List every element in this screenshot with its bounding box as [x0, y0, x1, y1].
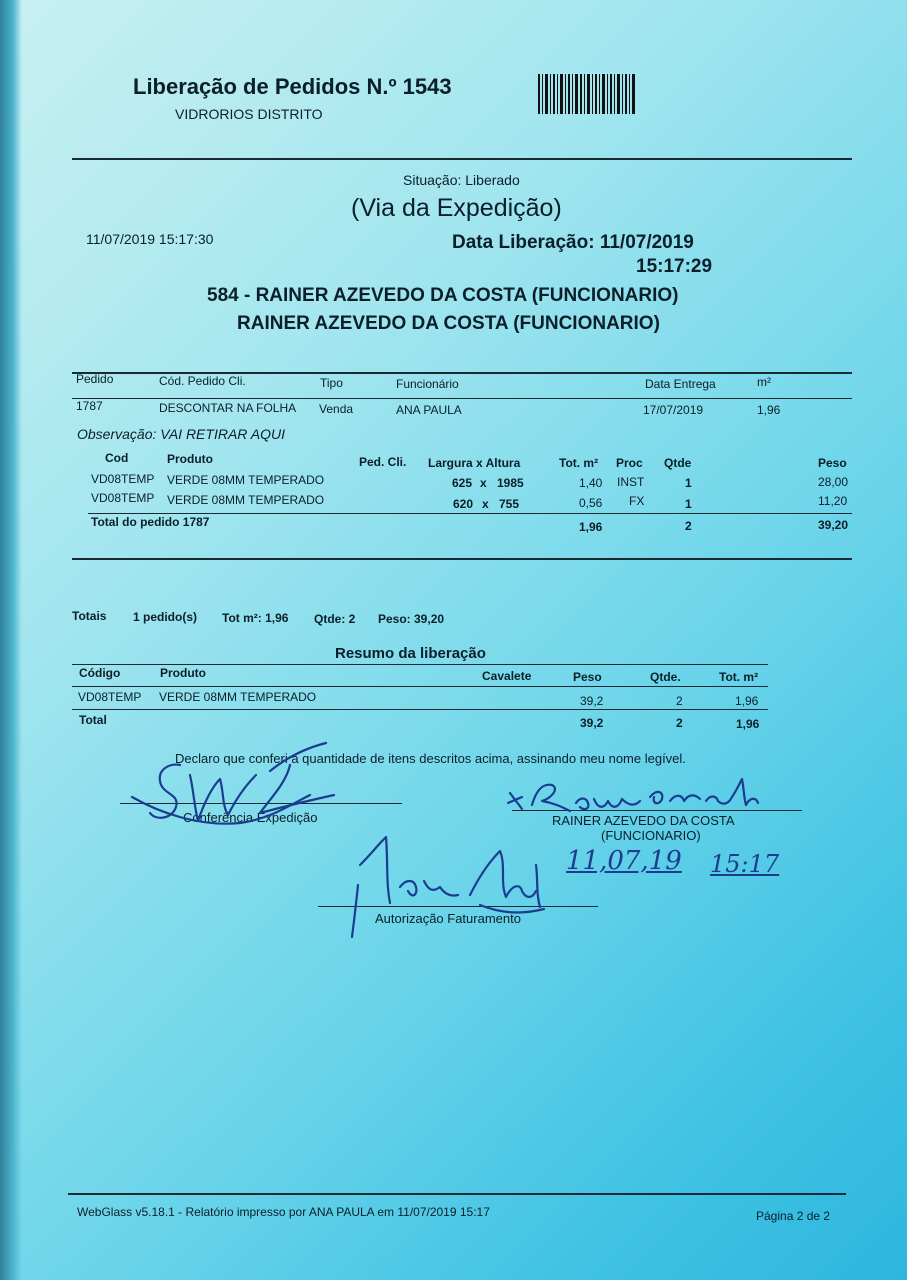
declaration-text: Declaro que conferi a quantidade de itens descritos acima, assinando meu nome legível.: [175, 751, 686, 766]
summary-top-rule: [72, 664, 768, 665]
col-funcionario: Funcionário: [396, 377, 459, 391]
signature-conferencia: [120, 735, 350, 835]
order-observation: Observação: VAI RETIRAR AQUI: [77, 426, 285, 442]
items-col-cod: Cod: [105, 451, 129, 465]
items-total-rule: [88, 513, 852, 514]
signature-recipient: [500, 775, 770, 825]
handwritten-date: 11,07,19: [566, 846, 682, 876]
footer-rule: [68, 1193, 846, 1195]
item-1-largura: 625: [452, 476, 473, 490]
order-total-peso: 39,20: [818, 518, 849, 532]
item-1-qtde: 1: [685, 476, 692, 490]
item-2-x: x: [482, 497, 489, 511]
item-1-altura: 1985: [497, 476, 524, 490]
order-client-code: DESCONTAR NA FOLHA: [159, 401, 297, 415]
document-title: Liberação de Pedidos N.º 1543: [133, 74, 452, 99]
company-name: VIDRORIOS DISTRITO: [175, 106, 323, 122]
item-2-cod: VD08TEMP: [91, 491, 155, 505]
item-2-proc: FX: [629, 494, 645, 508]
signature-label-autorizacao: Autorização Faturamento: [375, 911, 521, 926]
client-name-secondary: RAINER AZEVEDO DA COSTA (FUNCIONARIO): [237, 313, 660, 334]
summary-col-produto: Produto: [160, 666, 206, 680]
via-label: (Via da Expedição): [351, 194, 562, 222]
order-total-m2: 1,96: [579, 520, 603, 534]
summary-row-tot-m2: 1,96: [735, 694, 759, 708]
items-col-largura-altura: Largura x Altura: [428, 456, 521, 470]
order-total-label: Total do pedido 1787: [91, 515, 210, 529]
item-2-altura: 755: [499, 497, 520, 511]
item-1-tot-m2: 1,40: [579, 476, 603, 490]
signature-autorizacao: [330, 825, 560, 945]
items-col-produto: Produto: [167, 452, 213, 466]
summary-col-codigo: Código: [79, 666, 121, 680]
summary-header-rule: [72, 686, 768, 687]
print-datetime: 11/07/2019 15:17:30: [86, 231, 214, 247]
items-col-ped-cli: Ped. Cli.: [359, 455, 407, 469]
footer-report-info: WebGlass v5.18.1 - Relatório impresso por ANA PAULA em 11/07/2019 15:17: [77, 1205, 490, 1219]
signature-label-conferencia: Conferência Expedição: [183, 810, 318, 825]
summary-total-qtde: 2: [676, 716, 683, 730]
summary-total-tot-m2: 1,96: [736, 717, 760, 731]
summary-col-tot-m2: Tot. m²: [719, 670, 759, 684]
summary-row-peso: 39,2: [580, 694, 604, 708]
item-1-produto: VERDE 08MM TEMPERADO: [167, 473, 325, 487]
order-employee: ANA PAULA: [396, 403, 462, 417]
col-pedido: Pedido: [76, 372, 114, 386]
summary-total-rule: [72, 709, 768, 710]
summary-title: Resumo da liberação: [335, 645, 486, 662]
totals-qtde: Qtde: 2: [314, 612, 356, 626]
order-type: Venda: [319, 402, 354, 416]
order-m2: 1,96: [757, 403, 781, 417]
recipient-name: RAINER AZEVEDO DA COSTA: [552, 813, 735, 828]
summary-col-qtde: Qtde.: [650, 670, 681, 684]
summary-total-label: Total: [79, 713, 107, 727]
totals-label: Totais: [72, 609, 107, 623]
release-date: Data Liberação: 11/07/2019: [452, 232, 694, 253]
order-header-rule: [72, 398, 852, 399]
items-col-tot-m2: Tot. m²: [559, 456, 599, 470]
header-divider: [72, 158, 852, 160]
order-total-qtde: 2: [685, 519, 692, 533]
items-col-qtde: Qtde: [664, 456, 692, 470]
barcode: [538, 74, 636, 114]
item-1-proc: INST: [617, 475, 645, 489]
handwritten-time: 15:17: [710, 850, 780, 878]
item-2-peso: 11,20: [818, 494, 848, 508]
summary-row-produto: VERDE 08MM TEMPERADO: [159, 690, 317, 704]
release-time: 15:17:29: [636, 256, 713, 277]
summary-col-peso: Peso: [573, 670, 602, 684]
order-number: 1787: [76, 399, 103, 413]
summary-row-qtde: 2: [676, 694, 683, 708]
footer-page-number: Página 2 de 2: [756, 1209, 831, 1223]
item-2-qtde: 1: [685, 497, 692, 511]
item-2-produto: VERDE 08MM TEMPERADO: [167, 493, 325, 507]
col-data-entrega: Data Entrega: [645, 377, 716, 391]
item-1-peso: 28,00: [818, 475, 849, 489]
summary-total-peso: 39,2: [580, 716, 604, 730]
col-tipo: Tipo: [320, 376, 343, 390]
totals-peso: Peso: 39,20: [378, 612, 445, 626]
col-cod-pedido-cli: Cód. Pedido Cli.: [159, 374, 246, 388]
item-2-largura: 620: [453, 497, 474, 511]
items-col-proc: Proc: [616, 456, 643, 470]
summary-col-cavalete: Cavalete: [482, 669, 532, 683]
order-delivery-date: 17/07/2019: [643, 403, 704, 417]
order-bottom-rule: [72, 558, 852, 560]
client-name: 584 - RAINER AZEVEDO DA COSTA (FUNCIONARIO): [207, 285, 679, 306]
recipient-role: (FUNCIONARIO): [601, 828, 701, 843]
paper-edge: [0, 0, 22, 1280]
summary-row-codigo: VD08TEMP: [78, 690, 142, 704]
col-m2: m²: [757, 375, 771, 389]
situation-status: Situação: Liberado: [403, 172, 520, 188]
item-2-tot-m2: 0,56: [579, 496, 603, 510]
items-col-peso: Peso: [818, 456, 847, 470]
totals-tot-m2: Tot m²: 1,96: [222, 611, 289, 625]
item-1-x: x: [480, 476, 487, 490]
item-1-cod: VD08TEMP: [91, 472, 155, 486]
totals-pedidos: 1 pedido(s): [133, 610, 198, 624]
